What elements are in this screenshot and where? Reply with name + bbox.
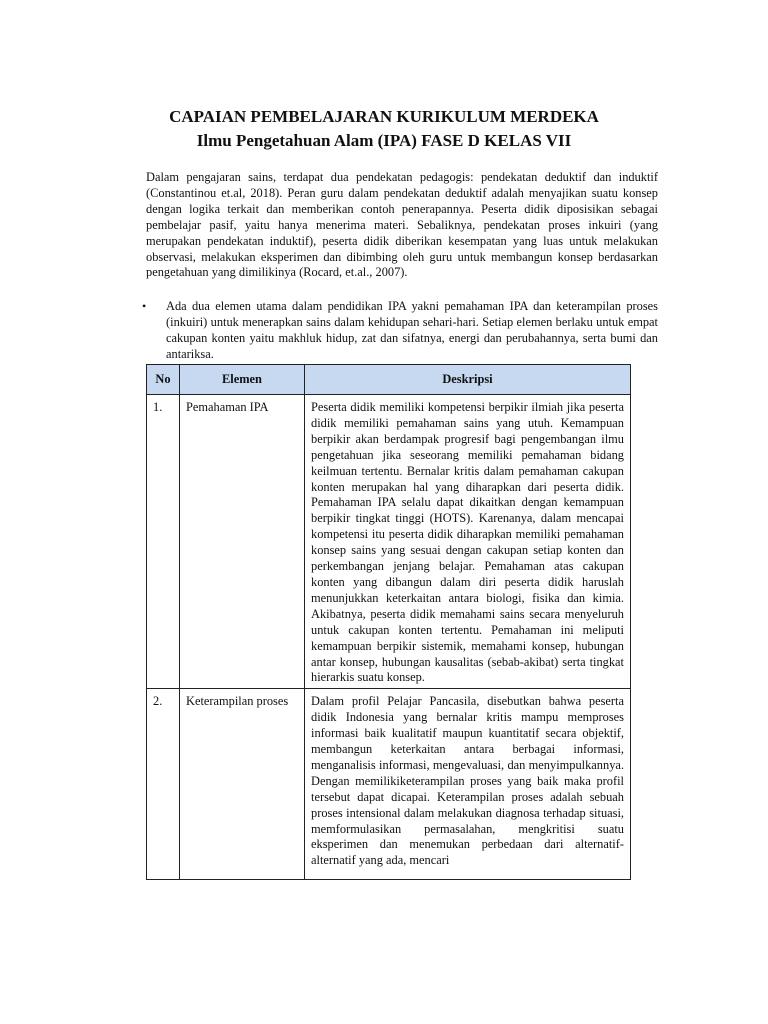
column-header-elemen: Elemen	[180, 365, 305, 395]
row-element: Pemahaman IPA	[180, 395, 305, 689]
row-description-text: Dalam profil Pelajar Pancasila, disebutkan bahwa peserta didik Indonesia yang bernalar kritis mampu memproses informasi baik kualitatif maupun kuantitatif secara objektif, membangun keterkaitan antara berbagai informasi, menganalisis informasi, mengevaluasi, dan menyimpulkannya. Dengan memilikiketerampilan proses yang baik maka profil tersebut dapat dicapai. Keterampilan proses adalah sebuah proses intensional dalam melakukan diagnosa terhadap situasi, memformulasikan permasalahan, mengkritisi suatu eksperimen dan menemukan perbedaan dari alternatif-alternatif yang ada, mencari	[311, 694, 624, 868]
intro-paragraph: Dalam pengajaran sains, terdapat dua pendekatan pedagogis: pendekatan deduktif dan induktif (Constantinou et.al, 2018). Peran guru dalam pendekatan deduktif adalah menyajikan suatu konsep dengan logika terkait dan memberikan contoh penerapannya. Peserta didik diposisikan sebagai pembelajar pasif, yaitu hanya menerima materi. Sebaliknya, pendekatan proses inkuiri (yang merupakan pendekatan induktif), peserta didik diberikan kesempatan yang luas untuk melakukan observasi, melakukan eksperimen dan dibimbing oleh guru untuk membangun konsep berdasarkan pengetahuan yang dimilikinya (Rocard, et.al., 2007).	[146, 170, 658, 280]
row-element: Keterampilan proses	[180, 689, 305, 880]
elements-table	[146, 364, 631, 880]
row-number: 1.	[147, 395, 180, 689]
bullet-icon: •	[142, 299, 147, 313]
table-row	[147, 689, 631, 880]
bullet-list-item	[140, 299, 658, 363]
row-number: 2.	[147, 689, 180, 880]
column-header-no: No	[147, 365, 180, 395]
table-row	[147, 395, 631, 689]
table-header-row	[147, 365, 631, 395]
column-header-deskripsi: Deskripsi	[305, 365, 631, 395]
document-title: CAPAIAN PEMBELAJARAN KURIKULUM MERDEKA	[169, 107, 599, 126]
bullet-text: Ada dua elemen utama dalam pendidikan IPA yakni pemahaman IPA dan keterampilan proses (inkuiri) untuk menerapkan sains dalam kehidupan sehari-hari. Setiap elemen berlaku untuk empat cakupan konten yaitu makhluk hidup, zat dan sifatnya, energi dan perubahannya, serta bumi dan antariksa.	[166, 299, 658, 361]
document-subtitle: Ilmu Pengetahuan Alam (IPA) FASE D KELAS VII	[196, 131, 572, 150]
row-description: Peserta didik memiliki kompetensi berpikir ilmiah jika peserta didik memiliki pemahaman sains yang utuh. Kemampuan berpikir akan berdampak progresif bagi pengembangan ilmu pengetahuan jika seseorang memiliki pemahaman bidang keilmuan tertentu. Bernalar kritis dalam pemahaman cakupan konten merupakan hal yang diharapkan dari peserta didik. Pemahaman IPA selalu dapat dikaitkan dengan kemampuan berpikir tingkat tinggi (HOTS). Karenanya, dalam mencapai kompetensi itu peserta didik diharapkan memiliki pemahaman konsep sains yang sesuai dengan cakupan setiap konten dan perkembangan jenjang belajar. Pemahaman atas cakupan konten yang dibangun dalam diri peserta didik haruslah menunjukkan keterkaitan antara biologi, fisika dan kimia. Akibatnya, peserta didik memahami sains secara menyeluruh untuk cakupan konten tertentu. Pemahaman ini meliputi kemampuan berpikir sistemik, memahami konsep, hubungan antar konsep, hubungan kausalitas (sebab-akibat) serta tingkat hierarkis suatu konsep.	[305, 395, 631, 689]
row-description	[305, 689, 631, 880]
